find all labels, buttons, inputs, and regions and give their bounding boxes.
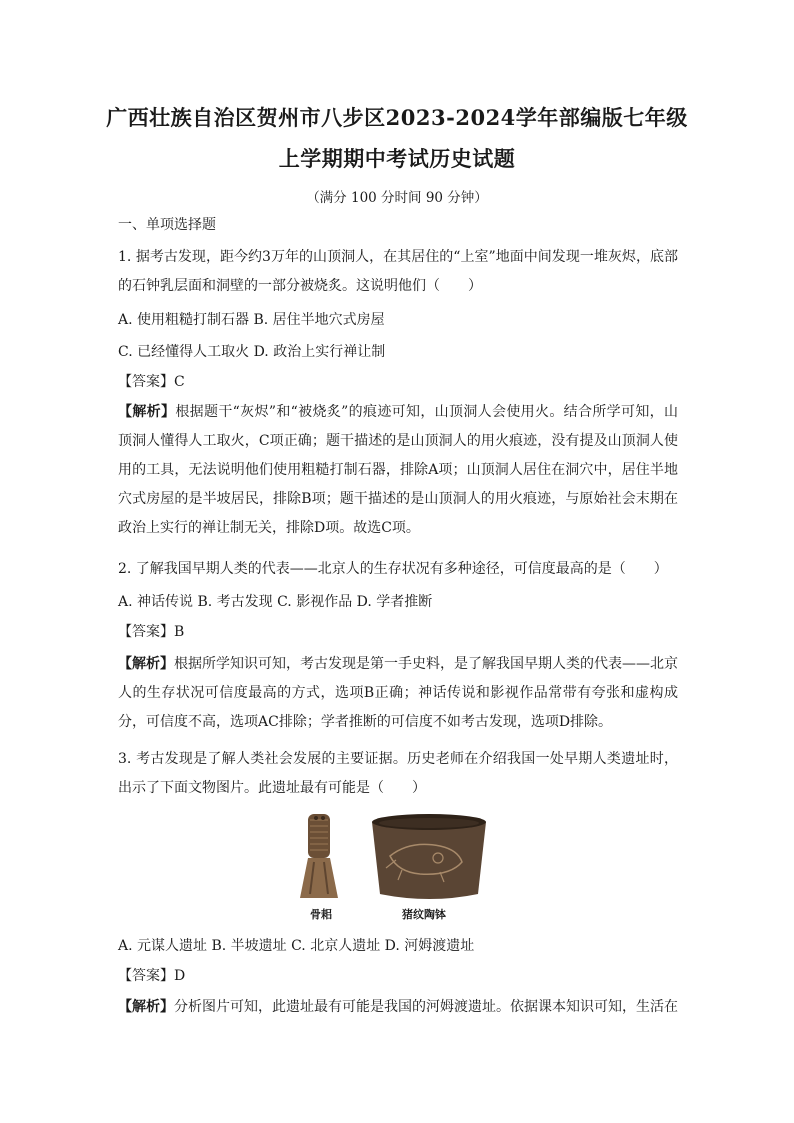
- question-3-options: A. 元谋人遗址 B. 半坡遗址 C. 北京人遗址 D. 河姆渡遗址: [118, 938, 475, 954]
- document-title-line1: 广西壮族自治区贺州市八步区2023-2024学年部编版七年级: [106, 105, 688, 130]
- analysis-text: 根据题干“灰烬”和“被烧炙”的痕迹可知，山顶洞人会使用火。结合所学可知，山顶洞人懂得人工取火，C项正确；题干描述的是山顶洞人的用火痕迹，没有提及山顶洞人使用的工具，无法说明他们使用粗糙打制石器，排除A项；山顶洞人居住在洞穴中，居住半地穴式房屋的是半坡居民，排除B项；题干描述的是山顶洞人的用火痕迹，与原始社会末期在政治上实行的禅让制无关，排除D项。故选C项。: [118, 404, 678, 536]
- question-2-stem: 2. 了解我国早期人类的代表——北京人的生存状况有多种途径，可信度最高的是（ ）: [118, 561, 668, 577]
- question-3-answer: 【答案】D: [118, 968, 186, 984]
- question-1-analysis: [118, 398, 678, 543]
- figure-caption-right: 猪纹陶钵: [402, 908, 446, 921]
- analysis-text: 根据所学知识可知，考古发现是第一手史料，是了解我国早期人类的代表——北京人的生存状况可信度最高的方式，选项B正确；神话传说和影视作品常带有夸张和虚构成分，可信度不高，选项AC排除；学者推断的可信度不如考古发现，选项D排除。: [118, 656, 678, 730]
- question-1-options-row2: C. 已经懂得人工取火 D. 政治上实行禅让制: [118, 344, 386, 360]
- analysis-text: 分析图片可知，此遗址最有可能是我国的河姆渡遗址。依据课本知识可知，生活在: [174, 999, 678, 1015]
- artifact-figure: [290, 810, 490, 922]
- question-3-stem: 3. 考古发现是了解人类社会发展的主要证据。历史老师在介绍我国一处早期人类遗址时，出示了下面文物图片。此遗址最有可能是（ ）: [118, 751, 678, 796]
- analysis-label: 【解析】: [118, 656, 174, 672]
- pig-pattern-bowl-image: [372, 814, 486, 899]
- exam-info: （满分 100 分时间 90 分钟）: [306, 190, 488, 206]
- analysis-label: 【解析】: [118, 404, 176, 420]
- question-2-answer: 【答案】B: [118, 624, 185, 640]
- question-1-stem: 1. 据考古发现，距今约3万年的山顶洞人，在其居住的“上室”地面中间发现一堆灰烬，底部的石钟乳层面和洞壁的一部分被烧炙。这说明他们（ ）: [118, 249, 678, 294]
- section-heading: 一、单项选择题: [118, 217, 216, 233]
- document-title-line2: 上学期期中考试历史试题: [278, 146, 516, 171]
- question-2-options: A. 神话传说 B. 考古发现 C. 影视作品 D. 学者推断: [118, 594, 433, 610]
- question-1-options-row1: A. 使用粗糙打制石器 B. 居住半地穴式房屋: [118, 312, 385, 328]
- analysis-label: 【解析】: [118, 999, 174, 1015]
- question-3-analysis: [118, 993, 678, 1022]
- figure-caption-left: 骨耜: [310, 908, 332, 921]
- question-2-analysis: [118, 650, 678, 737]
- bone-spade-image: [300, 814, 338, 898]
- question-1-answer: 【答案】C: [118, 374, 185, 390]
